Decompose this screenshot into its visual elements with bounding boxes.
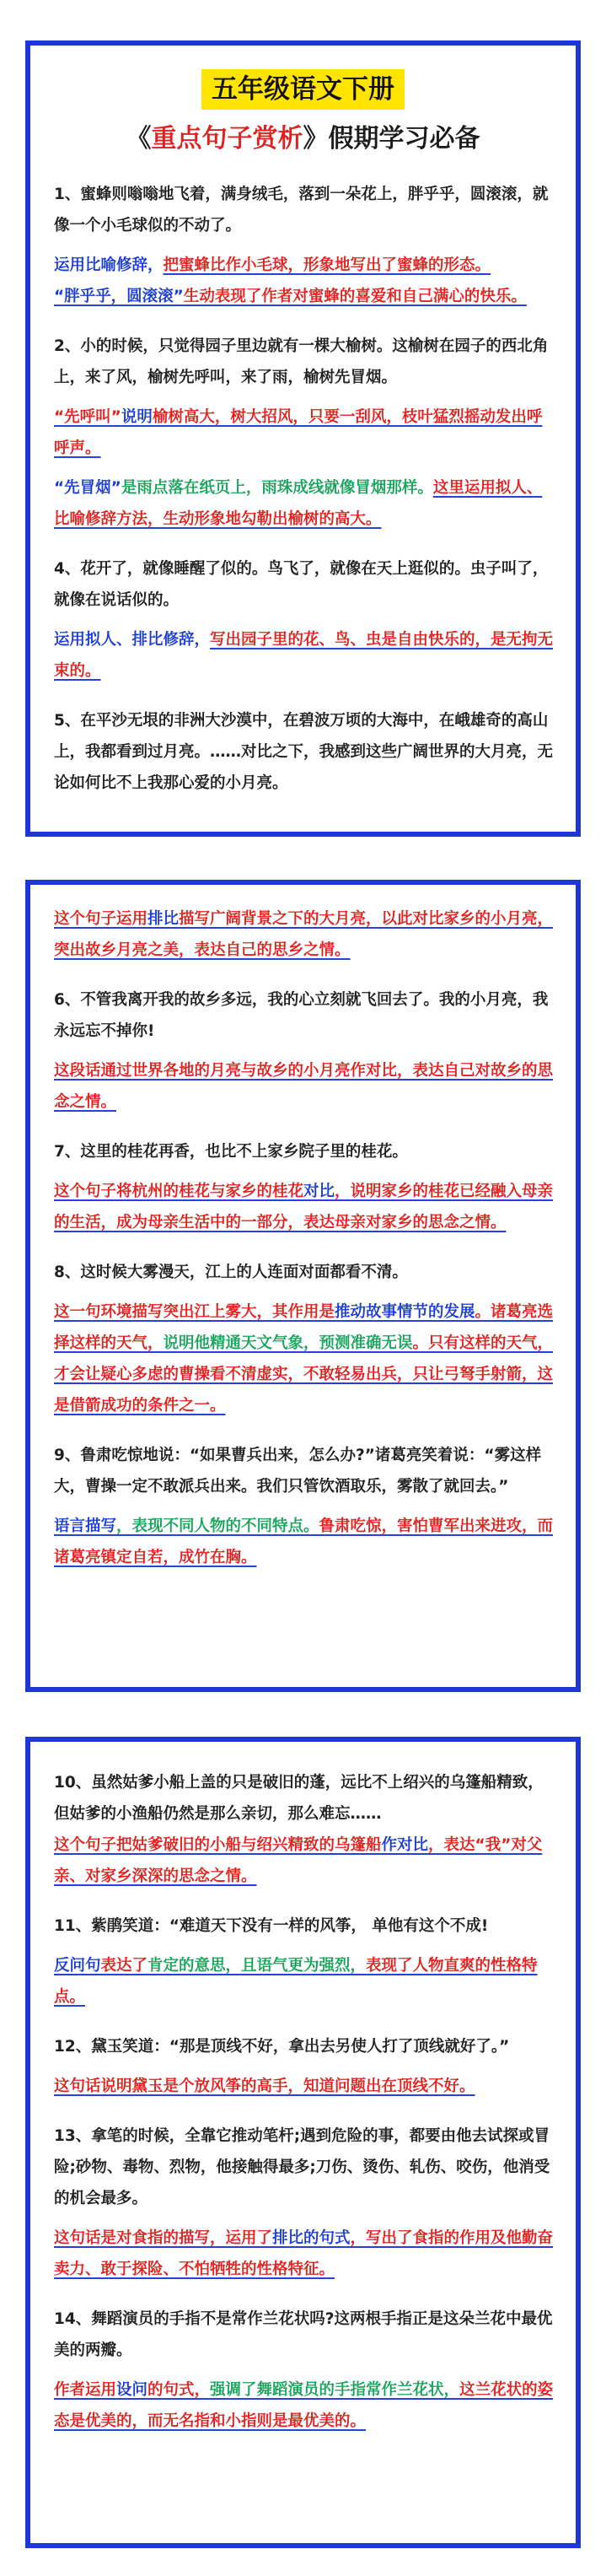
sentence-14: 14、舞蹈演员的手指不是常作兰花状吗?这两根手指正是这朵兰花中最优美的两瓣。 (54, 2310, 553, 2359)
sentence-1: 1、蜜蜂则嗡嗡地飞着，满身绒毛，落到一朵花上，胖乎乎，圆滚滚，就像一个小毛球似的不动了。 (54, 186, 549, 234)
panel-1 (25, 40, 581, 837)
analysis-11: 反问句表达了肯定的意思，且语气更为强烈，表现了人物直爽的性格特点。 (54, 1957, 538, 2006)
analysis-7: 这个句子将杭州的桂花与家乡的桂花对比，说明家乡的桂花已经融入母亲的生活，成为母亲生活中的一部分，表达母亲对家乡的思念之情。 (54, 1183, 554, 1231)
sentence-8: 8、这时候大雾漫天，江上的人连面对面都看不清。 (54, 1264, 408, 1281)
title-wrap (30, 46, 576, 110)
sentence-4: 4、花开了，就像睡醒了似的。鸟飞了，就像在天上逛似的。虫子叫了，就像在说话似的。 (54, 560, 549, 609)
analysis-2b: “先冒烟”是雨点落在纸页上，雨珠成线就像冒烟那样。这里运用拟人、比喻修辞方法，生动形象地勾勒出榆树的高大。 (54, 479, 543, 528)
sentence-5: 5、在平沙无垠的非洲大沙漠中，在碧波万顷的大海中，在峨雄奇的高山上，我都看到过月亮。……对比之下，我感到这些广阔世界的大月亮，无论如何比不上我那心爱的小月亮。 (54, 712, 554, 792)
sentence-7: 7、这里的桂花再香，也比不上家乡院子里的桂花。 (54, 1143, 408, 1161)
analysis-2a: “先呼叫”说明榆树高大，树大招风，只要一刮风，枝叶猛烈摇动发出呼呼声。 (54, 408, 543, 457)
analysis-14: 作者运用设问的句式，强调了舞蹈演员的手指常作兰花状，这兰花状的姿态是优美的，而无名指和小指则是最优美的。 (54, 2381, 554, 2430)
sentence-12: 12、黛玉笑道：“那是顶线不好，拿出去另使人打了顶线就好了。” (54, 2038, 510, 2056)
analysis-13: 这句话是对食指的描写，运用了排比的句式，写出了食指的作用及他勤奋卖力、敢于探险、不怕牺牲的性格特征。 (54, 2229, 554, 2278)
subtitle-highlight: 重点句子赏析 (151, 124, 303, 154)
sentence-13: 13、拿笔的时候，全靠它推动笔杆;遇到危险的事，都要由他去试探或冒险;砂物、毒物、烈物，他接触得最多;刀伤、烫伤、轧伤、咬伤，他消受的机会最多。 (54, 2127, 550, 2207)
analysis-6: 这段话通过世界各地的月亮与故乡的小月亮作对比，表达自己对故乡的思念之情。 (54, 1062, 554, 1111)
analysis-1b: “胖乎乎，圆滚滚”生动表现了作者对蜜蜂的喜爱和自己满心的快乐。 (54, 288, 527, 305)
panel-3 (25, 1737, 581, 2548)
sentence-9: 9、鲁肃吃惊地说：“如果曹兵出来，怎么办?”诸葛亮笑着说：“雾这样大，曹操一定不敢派兵出来。我们只管饮酒取乐，雾散了就回去。” (54, 1447, 542, 1495)
analysis-12: 这句话说明黛玉是个放风筝的高手，知道问题出在顶线不好。 (54, 2078, 475, 2095)
sentence-2: 2、小的时候，只觉得园子里边就有一棵大榆树。这榆树在园子的西北角上，来了风，榆树先呼叫，来了雨，榆树先冒烟。 (54, 337, 549, 386)
analysis-1a: 运用比喻修辞，把蜜蜂比作小毛球，形象地写出了蜜蜂的形态。 (54, 256, 491, 274)
analysis-5: 这个句子运用排比描写广阔背景之下的大月亮，以此对比家乡的小月亮，突出故乡月亮之美，表达自己的思乡之情。 (54, 910, 554, 959)
page-subtitle: 《重点句子赏析》假期学习必备 (126, 124, 480, 154)
analysis-8: 这一句环境描写突出江上雾大，其作用是推动故事情节的发展。诸葛亮选择这样的天气，说明他精通天文气象，预测准确无误。只有这样的天气，才会让疑心多虑的曹操看不清虚实，不敢轻易出兵，只让弓弩手射箭，这是借箭成功的条件之一。 (54, 1303, 554, 1415)
sentence-11: 11、紫鹃笑道：“难道天下没有一样的风筝， 单他有这个不成! (54, 1917, 489, 1935)
analysis-9: 语言描写，表现不同人物的不同特点。鲁肃吃惊，害怕曹军出来进攻，而诸葛亮镇定自若，成竹在胸。 (54, 1517, 554, 1566)
analysis-4: 运用拟人、排比修辞，写出园子里的花、鸟、虫是自由快乐的，是无拘无束的。 (54, 631, 554, 680)
analysis-10: 这个句子把姑爹破旧的小船与绍兴精致的乌篷船作对比，表达“我”对父亲、对家乡深深的思念之情。 (54, 1836, 543, 1885)
panel-2 (25, 880, 581, 1692)
sentence-10: 10、虽然姑爹小船上盖的只是破旧的蓬，远比不上绍兴的乌篷船精致，但姑爹的小渔船仍然是那么亲切，那么难忘…… (54, 1774, 544, 1823)
sentence-6: 6、不管我离开我的故乡多远，我的心立刻就飞回去了。我的小月亮，我永远忘不掉你! (54, 991, 549, 1040)
page-title: 五年级语文下册 (201, 69, 405, 110)
